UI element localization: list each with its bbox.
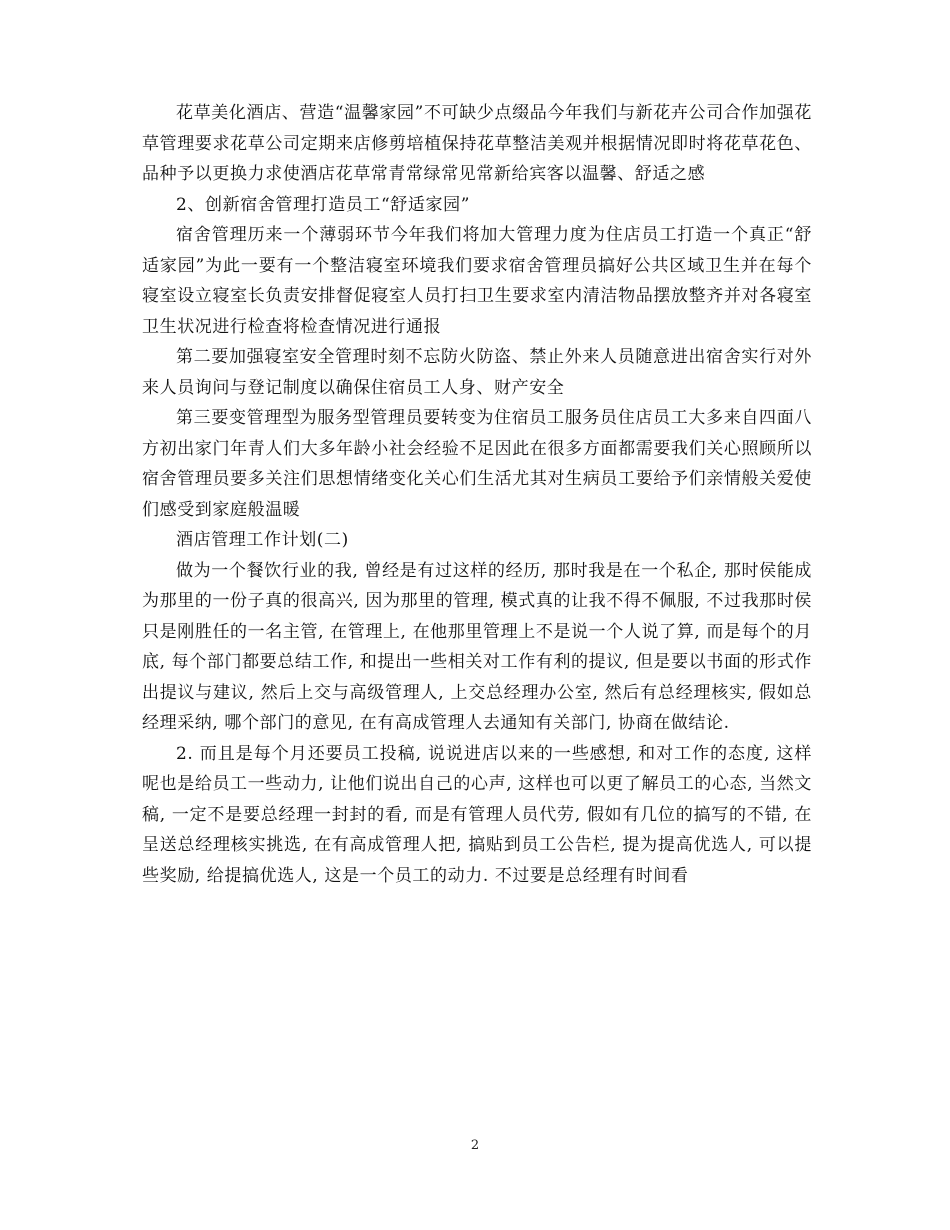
document-body: [142, 98, 812, 891]
paragraph-dormitory-service: 第三要变管理型为服务型管理员要转变为住宿员工服务员住店员工大多来自四面八方初出家门年青人们大多年龄小社会经验不足因此在很多方面都需要我们关心照顾所以宿舍管理员要多关注们思想情绪变化关心们生活尤其对生病员工要给予们亲情般关爱使们感受到家庭般温暖: [142, 408, 812, 520]
paragraph-dormitory-hygiene: 宿舍管理历来一个薄弱环节今年我们将加大管理力度为住店员工打造一个真正“舒适家园”为此一要有一个整洁寝室环境我们要求宿舍管理员搞好公共区域卫生并在每个寝室设立寝室长负责安排督促寝室人员打扫卫生要求室内清洁物品摆放整齐并对各寝室卫生状况进行检查将检查情况进行通报: [142, 225, 812, 337]
paragraph-employee-submissions: 2. 而且是每个月还要员工投稿, 说说进店以来的一些感想, 和对工作的态度, 这样呢也是给员工一些动力, 让他们说出自己的心声, 这样也可以更了解员工的心态, 当然文稿, 一定不是要总经理一封封的看, 而是有管理人员代劳, 假如有几位的搞写的不错, 在呈送总经理核实挑选, 在有高成管理人把, 搞贴到员工公告栏, 提为提高优选人, 可以提些奖励, 给提搞优选人, 这是一个员工的动力. 不过要是总经理有时间看: [142, 743, 812, 886]
page-number: 2: [470, 1138, 480, 1153]
section-heading-dormitory: 2、创新宿舍管理打造员工“舒适家园”: [176, 194, 470, 215]
section-heading-plan-two: 酒店管理工作计划(二): [176, 530, 349, 550]
paragraph-experience: 做为一个餐饮行业的我, 曾经是有过这样的经历, 那时我是在一个私企, 那时侯能成为那里的一份子真的很高兴, 因为那里的管理, 模式真的让我不得不佩服, 不过我那时侯只是刚胜任的一名主管, 在管理上, 在他那里管理上不是说一个人说了算, 而是每个的月底, 每个部门都要总结工作, 和提出一些相关对工作有利的提议, 但是要以书面的形式作出提议与建议, 然后上交与高级管理人, 上交总经理办公室, 然后有总经理核实, 假如总经理采纳, 哪个部门的意见, 在有高成管理人去通知有关部门, 协商在做结论.: [142, 560, 812, 733]
paragraph-flowers: 花草美化酒店、营造“温馨家园”不可缺少点缀品今年我们与新花卉公司合作加强花草管理要求花草公司定期来店修剪培植保持花草整洁美观并根据情况即时将花草花色、品种予以更换力求使酒店花草常青常绿常见常新给宾客以温馨、舒适之感: [142, 103, 812, 184]
paragraph-dormitory-safety: 第二要加强寝室安全管理时刻不忘防火防盗、禁止外来人员随意进出宿舍实行对外来人员询问与登记制度以确保住宿员工人身、财产安全: [142, 347, 812, 398]
